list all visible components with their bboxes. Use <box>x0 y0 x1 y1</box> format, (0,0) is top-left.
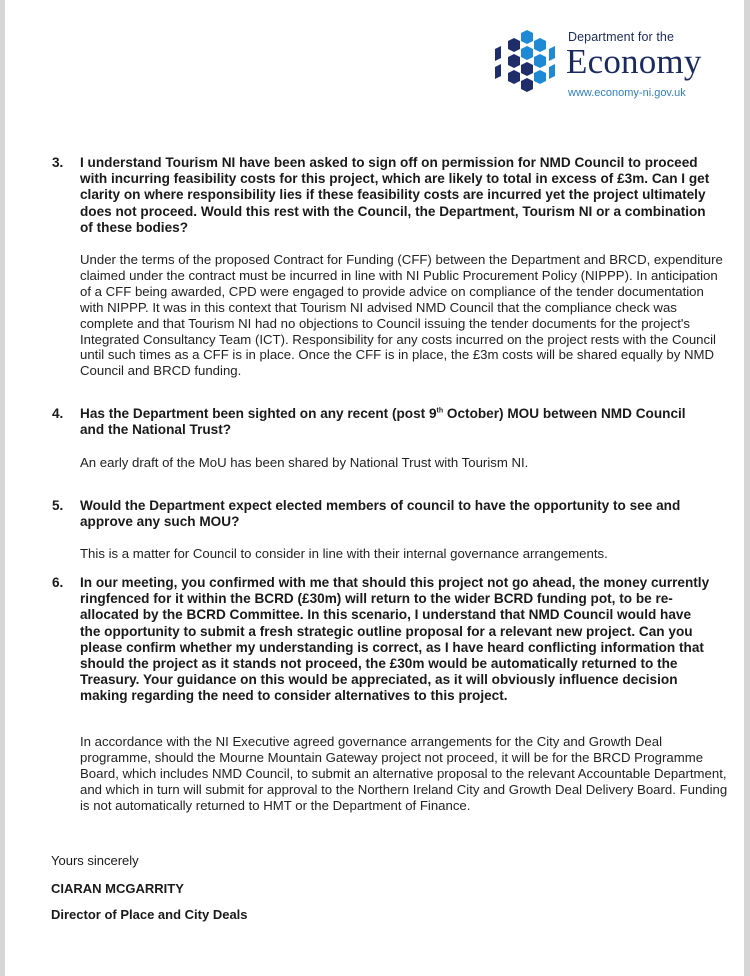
question-number: 4. <box>52 406 64 421</box>
question-text: In our meeting, you confirmed with me that should this project not go ahead, the money currently ringfenced for it within the BCRD (£30m) will return to the wider BCRD funding pot, to be re-allocated by the BCRD Committee. In this scenario, I understand that NMD Council would have the opportunity to submit a fresh strategic outline proposal for a relevant new project. Can you please confirm whether my understanding is correct, as I have heard conflicting information that should the project as it stands not proceed, the £30m would be automatically returned to the Treasury. Your guidance on this would be appreciated, as it will obviously influence decision making regarding the need to consider alternatives to this project. <box>80 575 710 704</box>
question-text <box>80 406 712 438</box>
department-logo <box>490 25 715 105</box>
question-text: I understand Tourism NI have been asked to sign off on permission for NMD Council to proceed with incurring feasibility costs for this project, which are likely to total in excess of £3m. Can I get clarity on where responsibility lies if these feasibility costs are incurred yet the project ultimately does not proceed. Would this rest with the Council, the Department, Tourism NI or a combination of these bodies? <box>80 155 710 235</box>
signatory-name: CIARAN MCGARRITY <box>51 881 184 896</box>
question-number: 5. <box>52 498 64 513</box>
question-6 <box>52 575 712 705</box>
department-prefix: Department for the <box>568 30 675 44</box>
question-text-part: October) MOU between NMD Council and the National Trust? <box>80 406 686 438</box>
question-number: 3. <box>52 155 64 170</box>
answer-6: In accordance with the NI Executive agreed governance arrangements for the City and Growth Deal programme, should the Mourne Mountain Gateway project not proceed, it will be for the BRCD Programme Board, which includes NMD Council, to submit an alternative proposal to the relevant Accountable Department, and which in turn will submit for approval to the Northern Ireland City and Growth Deal Delivery Board. Funding is not automatically returned to HMT or the Department of Finance. <box>80 734 728 813</box>
question-number: 6. <box>52 575 64 590</box>
answer-5: This is a matter for Council to consider in line with their internal governance arrangements. <box>80 546 608 561</box>
ordinal-suffix: th <box>436 407 444 415</box>
letter-page <box>5 0 744 976</box>
closing: Yours sincerely <box>51 853 139 868</box>
question-text-part: Has the Department been sighted on any recent (post 9 <box>80 406 437 421</box>
answer-3: Under the terms of the proposed Contract for Funding (CFF) between the Department and BRCD, expenditure claimed under the contract must be incurred in line with NI Public Procurement Policy (NIPPP). In anticipation of a CFF being awarded, CPD were engaged to provide advice on compliance of the tender documentation with NIPPP. It was in this context that Tourism NI advised NMD Council that the compliance check was complete and that Tourism NI had no objections to Council issuing the tender documents for the project's Integrated Consultancy Team (ICT). Responsibility for any costs incurred on the project rests with the Council until such times as a CFF is in place. Once the CFF is in place, the £3m costs will be shared equally by NMD Council and BRCD funding. <box>80 252 723 379</box>
question-4 <box>52 406 712 438</box>
question-5 <box>52 498 712 530</box>
question-text: Would the Department expect elected members of council to have the opportunity to see and approve any such MOU? <box>80 498 681 530</box>
question-3 <box>52 155 712 236</box>
answer-4: An early draft of the MoU has been shared by National Trust with Tourism NI. <box>80 455 529 470</box>
department-name: Economy <box>566 42 702 81</box>
signatory-title: Director of Place and City Deals <box>51 907 248 922</box>
hexagon-cluster-icon <box>492 27 564 103</box>
department-website: www.economy-ni.gov.uk <box>568 87 686 99</box>
